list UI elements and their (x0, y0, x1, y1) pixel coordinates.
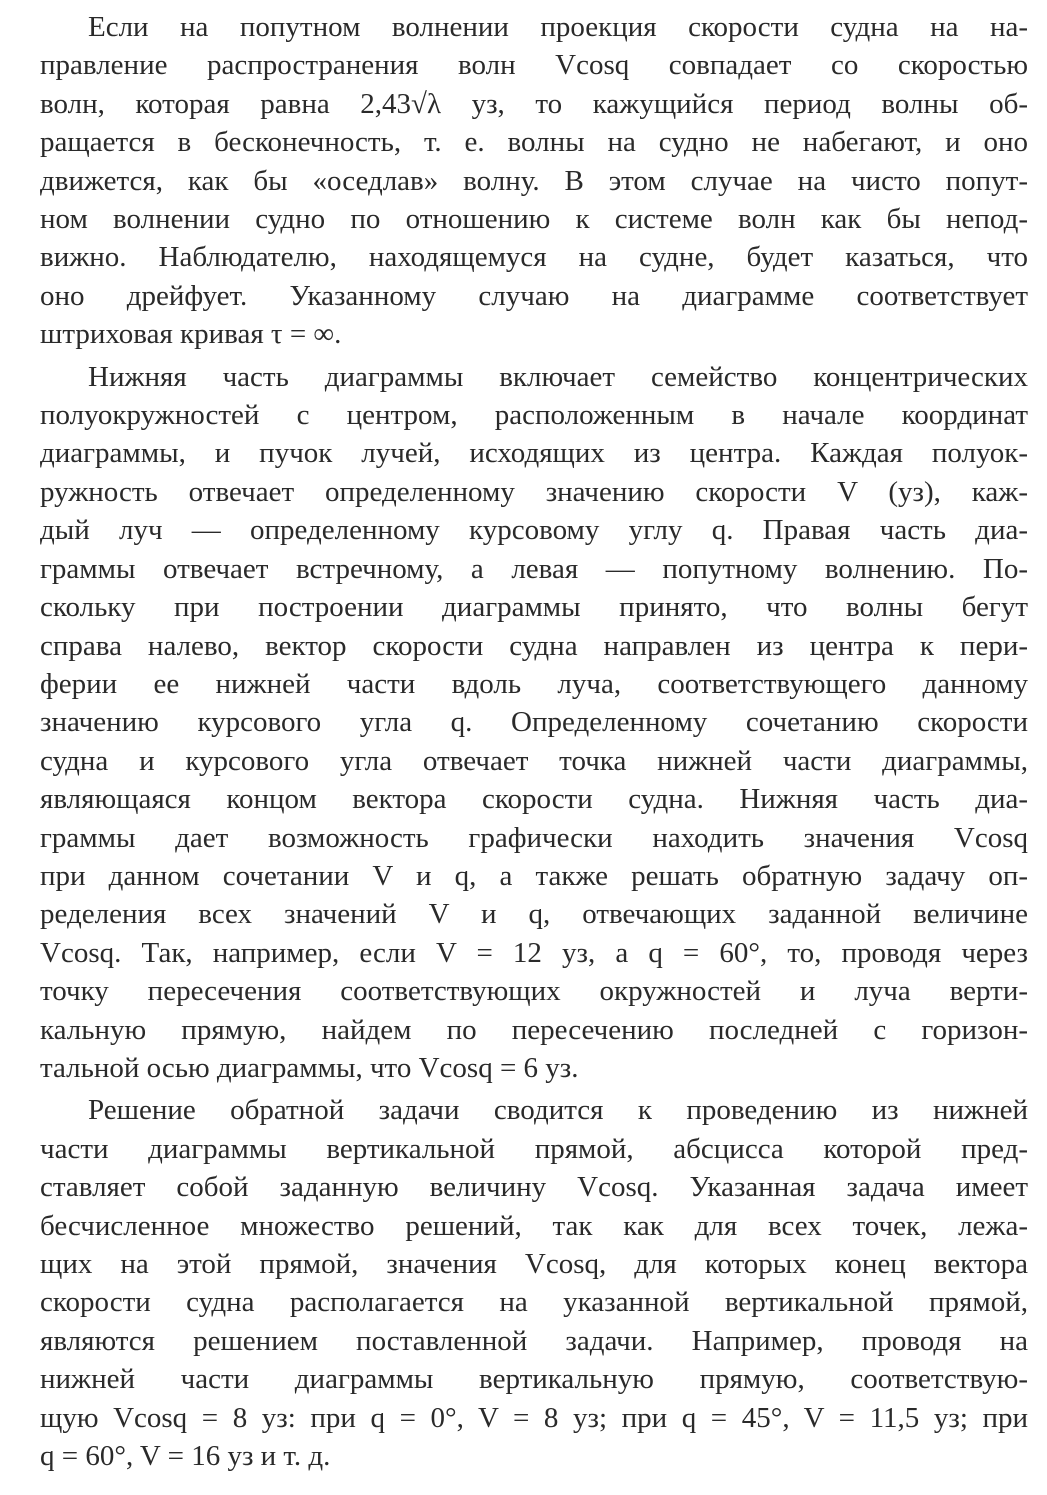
text-line: значению курсового угла q. Определенному сочетанию скорости (40, 706, 1028, 739)
text-line: оно дрейфует. Указанному случаю на диаграмме соответствует (40, 279, 1028, 312)
text-line: являющаяся концом вектора скорости судна. Нижняя часть диа- (40, 783, 1028, 816)
text-line: ращается в бесконечность, т. е. волны на судно не набегают, и оно (40, 126, 1028, 159)
text-line: точку пересечения соответствующих окружностей и луча верти- (40, 975, 1028, 1008)
text-line: движется, как бы «оседлав» волну. В этом случае на чисто попут- (40, 164, 1028, 197)
text-line: ферии ее нижней части вдоль луча, соответствующего данному (40, 667, 1028, 700)
text-line: дый луч — определенному курсовому углу q. Правая часть диа- (40, 514, 1028, 547)
text-line: нижней части диаграммы вертикальную прямую, соответствую- (40, 1363, 1028, 1396)
text-line: ределения всех значений V и q, отвечающих заданной величине (40, 898, 1028, 931)
text-line: Решение обратной задачи сводится к проведению из нижней (88, 1094, 1028, 1127)
text-line: Vcosq. Так, например, если V = 12 уз, а q = 60°, то, проводя через (40, 936, 1028, 969)
text-line: ставляет собой заданную величину Vcosq. Указанная задача имеет (40, 1171, 1028, 1204)
text-line: штриховая кривая τ = ∞. (40, 318, 342, 351)
text-line: волн, которая равна 2,43√λ уз, то кажущийся период волны об- (40, 87, 1028, 120)
text-line: ружность отвечает определенному значению скорости V (уз), каж- (40, 475, 1028, 508)
text-line: скольку при построении диаграммы принято, что волны бегут (40, 591, 1028, 624)
paragraph-3 (40, 1091, 1028, 1475)
text-line: судна и курсового угла отвечает точка нижней части диаграммы, (40, 744, 1028, 777)
text-line: при данном сочетании V и q, а также решать обратную задачу оп- (40, 859, 1028, 892)
text-line: q = 60°, V = 16 уз и т. д. (40, 1440, 331, 1473)
text-line: скорости судна располагается на указанной вертикальной прямой, (40, 1286, 1028, 1319)
text-line: граммы отвечает встречному, а левая — попутному волнению. По- (40, 552, 1028, 585)
text-line: граммы дает возможность графически находить значения Vcosq (40, 821, 1028, 854)
text-line: ном волнении судно по отношению к системе волн как бы непод- (40, 203, 1028, 236)
document-page (40, 8, 1028, 1479)
text-line: являются решением поставленной задачи. Например, проводя на (40, 1324, 1028, 1357)
paragraph-2 (40, 358, 1028, 1088)
text-line: части диаграммы вертикальной прямой, абсцисса которой пред- (40, 1132, 1028, 1165)
text-line: щую Vcosq = 8 уз: при q = 0°, V = 8 уз; при q = 45°, V = 11,5 уз; при (40, 1401, 1028, 1434)
text-line: правление распространения волн Vcosq совпадает со скоростью (40, 49, 1028, 82)
text-line: щих на этой прямой, значения Vcosq, для которых конец вектора (40, 1248, 1028, 1280)
text-line: диаграммы, и пучок лучей, исходящих из центра. Каждая полуок- (40, 437, 1028, 470)
text-line: Если на попутном волнении проекция скорости судна на на- (88, 11, 1028, 43)
paragraph-1 (40, 8, 1028, 354)
text-line: тальной осью диаграммы, что Vcosq = 6 уз. (40, 1051, 579, 1084)
text-line: полуокружностей с центром, расположенным в начале координат (40, 399, 1028, 432)
text-line: Нижняя часть диаграммы включает семейство концентрических (88, 360, 1028, 393)
text-line: вижно. Наблюдателю, находящемуся на судне, будет казаться, что (40, 241, 1028, 274)
text-line: кальную прямую, найдем по пересечению последней с горизон- (40, 1013, 1028, 1046)
text-line: справа налево, вектор скорости судна направлен из центра к пери- (40, 629, 1028, 662)
text-line: бесчисленное множество решений, так как для всех точек, лежа- (40, 1209, 1028, 1242)
